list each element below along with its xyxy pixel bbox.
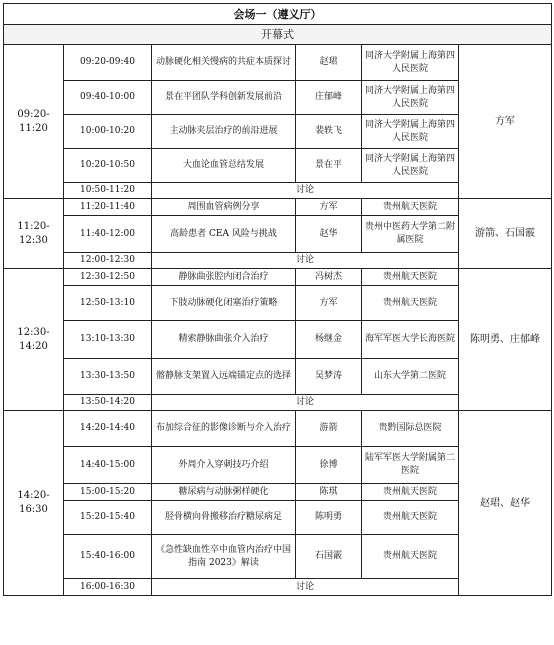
talk-time: 10:20-10:50 <box>64 149 152 183</box>
talk-hospital: 贵州航天医院 <box>362 269 459 286</box>
discussion-time: 12:00-12:30 <box>64 253 152 269</box>
opening-row <box>4 25 552 45</box>
talk-topic: 周围血管病例分享 <box>152 199 296 216</box>
talk-time: 15:40-16:00 <box>64 535 152 579</box>
talk-time: 09:40-10:00 <box>64 81 152 115</box>
discussion-label: 讨论 <box>152 183 459 199</box>
talk-hospital: 贵州航天医院 <box>362 286 459 321</box>
talk-hospital: 同济大学附属上海第四人民医院 <box>362 149 459 183</box>
talk-hospital: 贵州中医药大学第二附属医院 <box>362 216 459 253</box>
schedule-table <box>3 3 552 596</box>
talk-topic: 髂静脉支架置入远端锚定点的选择 <box>152 359 296 395</box>
discussion-time: 13:50-14:20 <box>64 395 152 411</box>
talk-topic: 胫骨横向骨搬移治疗糖尿病足 <box>152 501 296 535</box>
talk-hospital: 贵黔国际总医院 <box>362 411 459 447</box>
talk-time: 12:50-13:10 <box>64 286 152 321</box>
talk-speaker: 陈琪 <box>296 484 362 501</box>
talk-speaker: 石国霰 <box>296 535 362 579</box>
talk-time: 09:20-09:40 <box>64 45 152 81</box>
talk-topic: 糖尿病与动脉粥样硬化 <box>152 484 296 501</box>
talk-topic: 《急性缺血性卒中血管内治疗中国指南 2023》解读 <box>152 535 296 579</box>
schedule-body <box>4 4 552 596</box>
talk-topic: 大血论血管总结发展 <box>152 149 296 183</box>
talk-time: 11:40-12:00 <box>64 216 152 253</box>
talk-speaker: 徐博 <box>296 447 362 484</box>
talk-hospital: 同济大学附属上海第四人民医院 <box>362 45 459 81</box>
talk-speaker: 赵华 <box>296 216 362 253</box>
session-block-time: 09:20-11:20 <box>4 45 64 199</box>
talk-time: 11:20-11:40 <box>64 199 152 216</box>
talk-topic: 高龄患者 CEA 风险与挑战 <box>152 216 296 253</box>
session-moderator: 赵珺、赵华 <box>459 411 552 596</box>
talk-hospital: 同济大学附属上海第四人民医院 <box>362 81 459 115</box>
talk-hospital: 贵州航天医院 <box>362 484 459 501</box>
talk-topic: 主动脉夹层治疗的前沿进展 <box>152 115 296 149</box>
talk-speaker: 方军 <box>296 286 362 321</box>
session-moderator: 游箭、石国霰 <box>459 199 552 269</box>
talk-topic: 布加综合征的影像诊断与介入治疗 <box>152 411 296 447</box>
discussion-label: 讨论 <box>152 253 459 269</box>
talk-time: 14:20-14:40 <box>64 411 152 447</box>
talk-hospital: 贵州航天医院 <box>362 199 459 216</box>
session-moderator: 陈明勇、庄郁峰 <box>459 269 552 411</box>
talk-topic: 静脉曲张腔内闭合治疗 <box>152 269 296 286</box>
talk-speaker: 杨继金 <box>296 321 362 359</box>
talk-hospital: 陆军军医大学附属第二医院 <box>362 447 459 484</box>
talk-time: 14:40-15:00 <box>64 447 152 484</box>
opening-ceremony: 开幕式 <box>4 25 552 45</box>
talk-speaker: 裴轶飞 <box>296 115 362 149</box>
talk-speaker: 冯树杰 <box>296 269 362 286</box>
talk-hospital: 贵州航天医院 <box>362 535 459 579</box>
talk-speaker: 庄郁峰 <box>296 81 362 115</box>
discussion-label: 讨论 <box>152 395 459 411</box>
talk-speaker: 陈明勇 <box>296 501 362 535</box>
talk-speaker: 游箭 <box>296 411 362 447</box>
talk-speaker: 方军 <box>296 199 362 216</box>
talk-topic: 外周介入穿刺技巧介绍 <box>152 447 296 484</box>
table-row <box>4 199 552 216</box>
table-row <box>4 411 552 447</box>
title-row <box>4 4 552 25</box>
talk-hospital: 山东大学第二医院 <box>362 359 459 395</box>
discussion-time: 16:00-16:30 <box>64 579 152 596</box>
talk-time: 12:30-12:50 <box>64 269 152 286</box>
table-row <box>4 45 552 81</box>
session-moderator: 方军 <box>459 45 552 199</box>
session-block-time: 14:20-16:30 <box>4 411 64 596</box>
talk-topic: 下肢动脉硬化闭塞治疗策略 <box>152 286 296 321</box>
talk-hospital: 贵州航天医院 <box>362 501 459 535</box>
talk-speaker: 景在平 <box>296 149 362 183</box>
talk-time: 13:10-13:30 <box>64 321 152 359</box>
talk-time: 15:20-15:40 <box>64 501 152 535</box>
talk-topic: 景在平团队学科创新发展前沿 <box>152 81 296 115</box>
session-block-time: 12:30-14:20 <box>4 269 64 411</box>
session-block-time: 11:20-12:30 <box>4 199 64 269</box>
talk-speaker: 赵珺 <box>296 45 362 81</box>
table-row <box>4 269 552 286</box>
talk-topic: 精索静脉曲张介入治疗 <box>152 321 296 359</box>
discussion-time: 10:50-11:20 <box>64 183 152 199</box>
talk-topic: 动脉硬化相关慢病的共症本质探讨 <box>152 45 296 81</box>
talk-time: 15:00-15:20 <box>64 484 152 501</box>
venue-title: 会场一（遵义厅） <box>4 4 552 25</box>
talk-time: 10:00-10:20 <box>64 115 152 149</box>
talk-hospital: 同济大学附属上海第四人民医院 <box>362 115 459 149</box>
talk-time: 13:30-13:50 <box>64 359 152 395</box>
discussion-label: 讨论 <box>152 579 459 596</box>
talk-hospital: 海军军医大学长海医院 <box>362 321 459 359</box>
talk-speaker: 吴梦涛 <box>296 359 362 395</box>
